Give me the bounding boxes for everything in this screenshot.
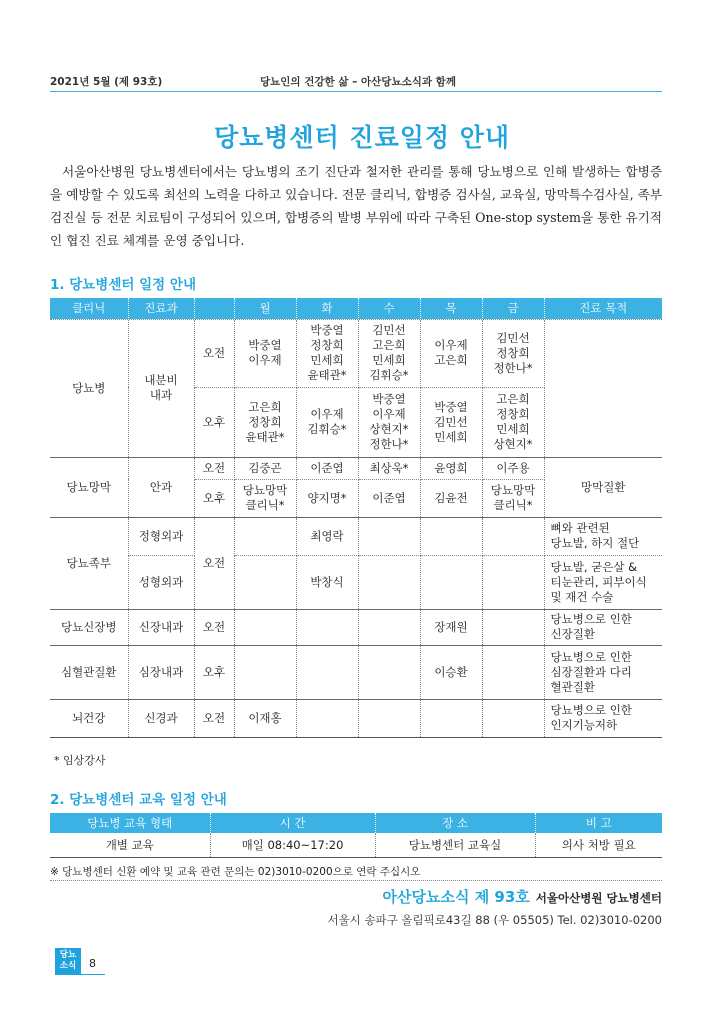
intro-paragraph: 서울아산병원 당뇨병센터에서는 당뇨병의 조기 진단과 철저한 관리를 통해 당뇨병으로 인해 발생하는 합병증을 예방할 수 있도록 최선의 노력을 다하고 있습니다. 전문 클리닉, 합병증 검사실, 교육실, 망막특수검사실, 족부검진실 등 전문 치료팀이 구성되어 있으며, 합병증의 발병 부위에 따라 구축된 One-stop system을 통한 유기적인 협진 진료 체계를 운영 중입니다. <box>50 164 662 248</box>
clinic-cell: 뇌건강 <box>50 699 128 737</box>
col-header-type: 당뇨병 교육 형태 <box>50 813 210 833</box>
clinic-cell: 당뇨족부 <box>50 517 128 609</box>
section-title-education: 2. 당뇨병센터 교육 일정 안내 <box>50 792 227 808</box>
dept-cell: 성형외과 <box>128 555 194 609</box>
doctor-cell: 김윤전 <box>420 479 482 517</box>
time-cell: 오전 <box>194 319 234 387</box>
doctor-cell: 이우제 고은희 <box>420 319 482 387</box>
purpose-cell: 당뇨발, 굳은살 & 티눈관리, 피부이식 및 재건 수술 <box>544 555 662 609</box>
issue-label: 2021년 5월 (제 93호) <box>50 76 163 88</box>
clinic-cell: 당뇨병 <box>50 319 128 457</box>
time-cell: 오전 <box>194 457 234 479</box>
doctor-cell <box>482 699 544 737</box>
publication-subtitle: 당뇨인의 건강한 삶 – 아산당뇨소식과 함께 <box>260 76 456 88</box>
table-row <box>50 517 662 555</box>
doctor-cell: 양지명* <box>296 479 358 517</box>
doctor-cell <box>420 517 482 555</box>
doctor-cell: 김민선 고은희 민세희 김휘승* <box>358 319 420 387</box>
doctor-cell: 당뇨망막 클리닉* <box>234 479 296 517</box>
table-row <box>50 609 662 645</box>
doctor-cell <box>358 645 420 699</box>
doctor-cell: 박중열 이우제 <box>234 319 296 387</box>
education-schedule-table <box>50 813 662 858</box>
table-row <box>50 319 662 387</box>
dept-cell: 신장내과 <box>128 609 194 645</box>
doctor-cell <box>482 555 544 609</box>
doctor-cell <box>482 517 544 555</box>
col-header-tue: 화 <box>296 298 358 319</box>
doctor-cell: 박중열 이우제 상현지* 정한나* <box>358 387 420 457</box>
education-place-cell: 당뇨병센터 교육실 <box>375 833 535 857</box>
clinic-cell: 심혈관질환 <box>50 645 128 699</box>
doctor-cell <box>482 609 544 645</box>
doctor-cell: 이재홍 <box>234 699 296 737</box>
doctor-cell: 최영락 <box>296 517 358 555</box>
doctor-cell: 김중곤 <box>234 457 296 479</box>
clinic-cell: 당뇨신장병 <box>50 609 128 645</box>
doctor-cell: 박창식 <box>296 555 358 609</box>
doctor-cell <box>358 699 420 737</box>
doctor-cell <box>420 699 482 737</box>
dept-cell: 신경과 <box>128 699 194 737</box>
dept-cell: 내분비 내과 <box>128 319 194 457</box>
doctor-cell <box>234 555 296 609</box>
doctor-cell: 박중열 김민선 민세희 <box>420 387 482 457</box>
col-header-note: 비 고 <box>535 813 662 833</box>
table-row <box>50 833 662 857</box>
doctor-cell <box>358 555 420 609</box>
table-row <box>50 457 662 479</box>
doctor-cell: 김민선 정창희 정한나* <box>482 319 544 387</box>
time-cell: 오전 <box>194 609 234 645</box>
purpose-cell: 뼈와 관련된 당뇨발, 하지 절단 <box>544 517 662 555</box>
table-row <box>50 645 662 699</box>
dept-cell: 안과 <box>128 457 194 517</box>
doctor-cell <box>420 555 482 609</box>
education-type-cell: 개별 교육 <box>50 833 210 857</box>
col-header-hours: 시 간 <box>210 813 375 833</box>
doctor-cell <box>296 699 358 737</box>
page-number: 8 <box>89 957 96 970</box>
doctor-cell <box>358 517 420 555</box>
doctor-cell: 이준엽 <box>358 479 420 517</box>
dept-cell: 정형외과 <box>128 517 194 555</box>
education-note-cell: 의사 처방 필요 <box>535 833 662 857</box>
time-cell: 오전 <box>194 517 234 609</box>
education-hours-cell: 매일 08:40~17:20 <box>210 833 375 857</box>
doctor-cell: 박중열 정창희 민세희 윤태관* <box>296 319 358 387</box>
doctor-cell: 고은희 정창희 윤태관* <box>234 387 296 457</box>
doctor-cell: 윤영희 <box>420 457 482 479</box>
purpose-cell: 망막질환 <box>544 457 662 517</box>
time-cell: 오후 <box>194 645 234 699</box>
doctor-cell: 이주용 <box>482 457 544 479</box>
newsletter-title: 아산당뇨소식 제 93호 <box>382 888 530 906</box>
col-header-place: 장 소 <box>375 813 535 833</box>
col-header-thu: 목 <box>420 298 482 319</box>
purpose-cell: 당뇨병으로 인한 신장질환 <box>544 609 662 645</box>
table-row <box>50 699 662 737</box>
contact-notice: ※ 당뇨병센터 신환 예약 및 교육 관련 문의는 02)3010-0200으로 연락 주십시오 <box>50 866 421 878</box>
doctor-cell: 이우제 김휘승* <box>296 387 358 457</box>
clinic-schedule-table <box>50 298 662 738</box>
newsletter-signature <box>383 886 662 907</box>
running-header <box>50 74 662 90</box>
doctor-cell <box>234 609 296 645</box>
doctor-cell <box>234 645 296 699</box>
dept-cell: 심장내과 <box>128 645 194 699</box>
col-header-time <box>194 298 234 319</box>
doctor-cell <box>296 645 358 699</box>
education-header-row <box>50 813 662 833</box>
notice-divider <box>50 880 662 881</box>
page-title: 당뇨병센터 진료일정 안내 <box>213 123 511 152</box>
doctor-cell <box>234 517 296 555</box>
col-header-dept: 진료과 <box>128 298 194 319</box>
col-header-purpose: 진료 목적 <box>544 298 662 319</box>
doctor-cell: 이승환 <box>420 645 482 699</box>
col-header-fri: 금 <box>482 298 544 319</box>
doctor-cell: 최상욱* <box>358 457 420 479</box>
address-line: 서울시 송파구 올림픽로43길 88 (우 05505) Tel. 02)3010-0200 <box>327 913 662 927</box>
section-title-schedule: 1. 당뇨병센터 일정 안내 <box>50 277 196 293</box>
doctor-cell <box>358 609 420 645</box>
table-row <box>50 555 662 609</box>
purpose-cell: 당뇨병으로 인한 인지기능저하 <box>544 699 662 737</box>
purpose-cell: 당뇨병으로 인한 심장질환과 다리 혈관질환 <box>544 645 662 699</box>
footnote-clinical-fellow: * 임상강사 <box>54 754 106 767</box>
doctor-cell: 고은희 정창희 민세희 상현지* <box>482 387 544 457</box>
header-divider <box>50 91 662 92</box>
time-cell: 오후 <box>194 387 234 457</box>
clinic-cell: 당뇨망막 <box>50 457 128 517</box>
col-header-clinic: 클리닉 <box>50 298 128 319</box>
doctor-cell: 이준엽 <box>296 457 358 479</box>
organization-name: 서울아산병원 당뇨병센터 <box>535 891 662 905</box>
newsletter-tab-badge: 당뇨 소식 <box>55 948 81 974</box>
page-number-rule <box>55 974 105 975</box>
time-cell: 오후 <box>194 479 234 517</box>
col-header-wed: 수 <box>358 298 420 319</box>
schedule-header-row <box>50 298 662 319</box>
col-header-mon: 월 <box>234 298 296 319</box>
doctor-cell: 당뇨망막 클리닉* <box>482 479 544 517</box>
purpose-cell <box>544 319 662 457</box>
doctor-cell <box>482 645 544 699</box>
doctor-cell: 장재원 <box>420 609 482 645</box>
doctor-cell <box>296 609 358 645</box>
time-cell: 오전 <box>194 699 234 737</box>
